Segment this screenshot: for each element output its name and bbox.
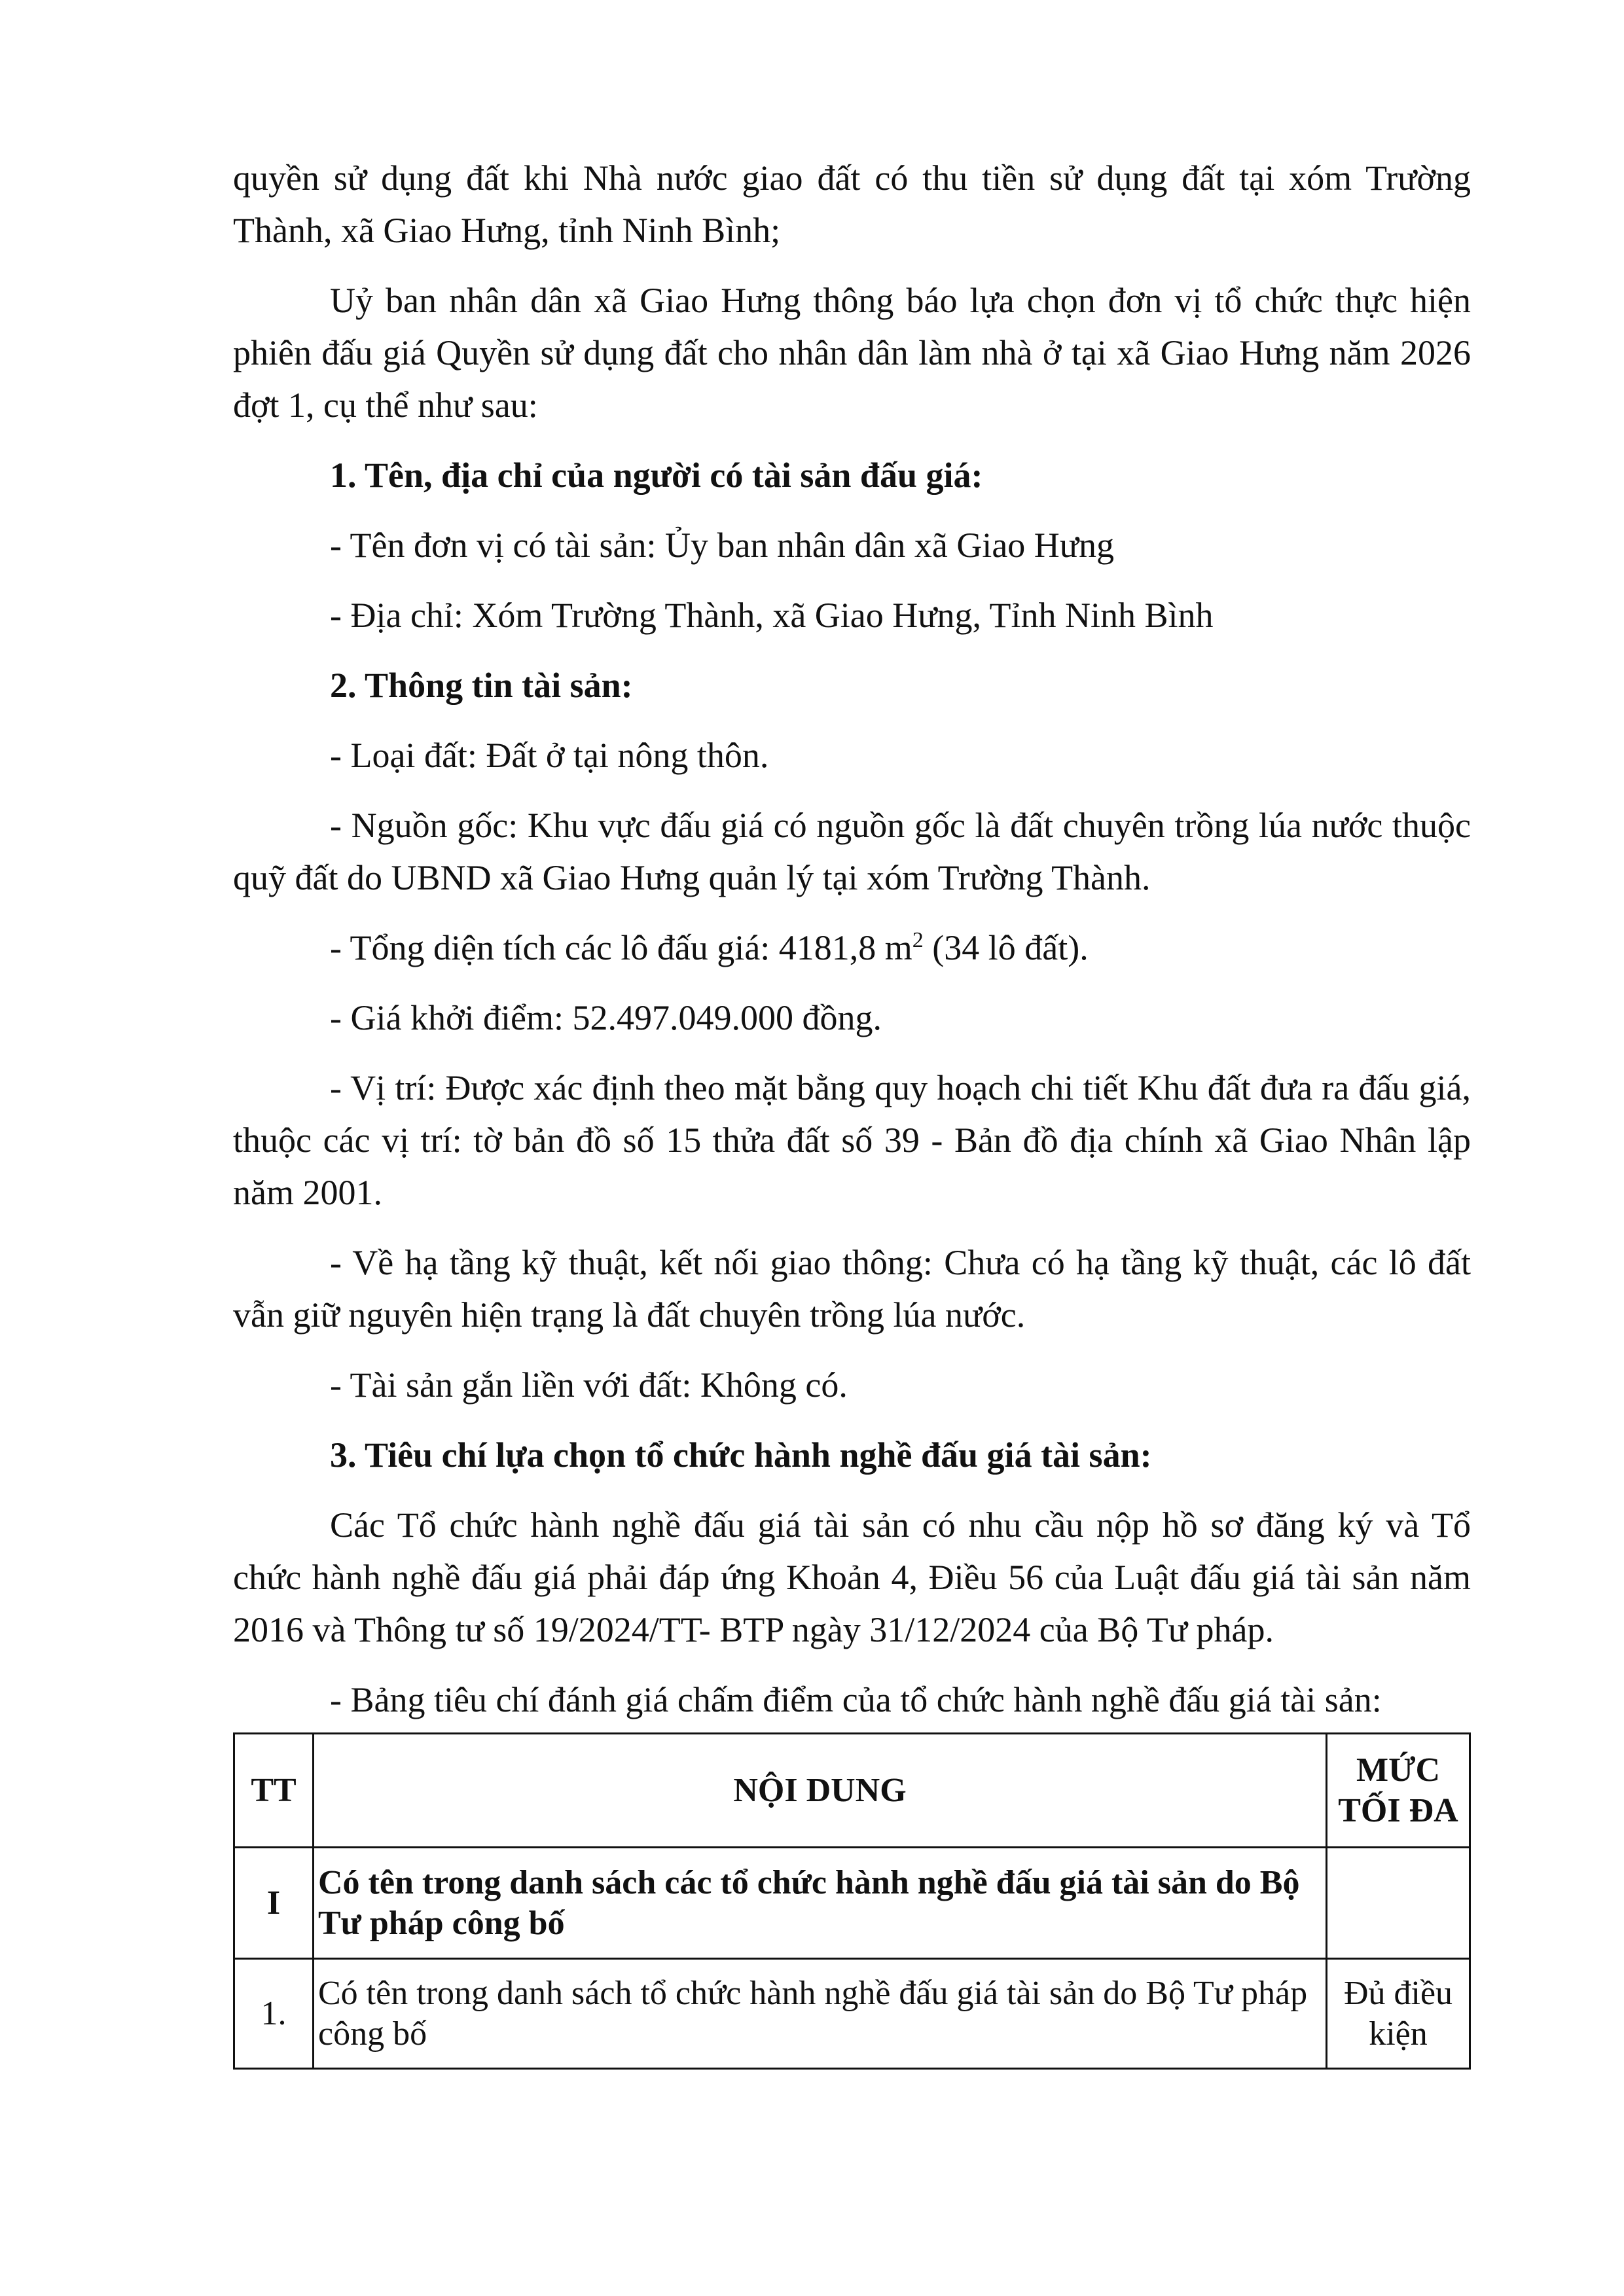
location: - Vị trí: Được xác định theo mặt bằng quy hoạch chi tiết Khu đất đưa ra đấu giá, thuộc các vị trí: tờ bản đồ số 15 thửa đất số 39 - Bản đồ địa chính xã Giao Nhân lập năm 2001. bbox=[233, 1068, 1471, 1212]
document-body bbox=[233, 152, 1471, 1744]
attached-assets: - Tài sản gắn liền với đất: Không có. bbox=[330, 1365, 848, 1405]
row-tt: 1. bbox=[234, 1959, 314, 2069]
row-content: Có tên trong danh sách các tổ chức hành nghề đấu giá tài sản do Bộ Tư pháp công bố bbox=[314, 1848, 1327, 1959]
table-row bbox=[234, 1959, 1470, 2069]
header-content: NỘI DUNG bbox=[314, 1734, 1327, 1848]
row-max: Đủ điều kiện bbox=[1327, 1959, 1470, 2069]
table-row bbox=[234, 1848, 1470, 1959]
table-intro: - Bảng tiêu chí đánh giá chấm điểm của tổ chức hành nghề đấu giá tài sản: bbox=[330, 1680, 1382, 1719]
starting-price: - Giá khởi điểm: 52.497.049.000 đồng. bbox=[330, 998, 882, 1037]
row-tt: I bbox=[234, 1848, 314, 1959]
land-origin: - Nguồn gốc: Khu vực đấu giá có nguồn gốc là đất chuyên trồng lúa nước thuộc quỹ đất do UBND xã Giao Hưng quản lý tại xóm Trường Thành. bbox=[233, 806, 1471, 897]
table-header-row bbox=[234, 1734, 1470, 1848]
owner-address: - Địa chỉ: Xóm Trường Thành, xã Giao Hưng, Tỉnh Ninh Bình bbox=[330, 596, 1214, 635]
header-max: MỨC TỐI ĐA bbox=[1327, 1734, 1470, 1848]
infrastructure: - Về hạ tầng kỹ thuật, kết nối giao thông: Chưa có hạ tầng kỹ thuật, các lô đất vẫn giữ nguyên hiện trạng là đất chuyên trồng lúa nước. bbox=[233, 1243, 1471, 1335]
section1-heading: 1. Tên, địa chỉ của người có tài sản đấu giá: bbox=[330, 456, 983, 495]
total-area bbox=[233, 922, 1471, 974]
row-max bbox=[1327, 1848, 1470, 1959]
land-type: - Loại đất: Đất ở tại nông thôn. bbox=[330, 736, 769, 775]
area-unit-superscript: 2 bbox=[912, 928, 924, 952]
intro-continuation: quyền sử dụng đất khi Nhà nước giao đất có thu tiền sử dụng đất tại xóm Trường Thành, xã Giao Hưng, tỉnh Ninh Bình; bbox=[233, 158, 1471, 250]
total-area-suffix: (34 lô đất). bbox=[923, 928, 1089, 967]
announcement-paragraph: Uỷ ban nhân dân xã Giao Hưng thông báo lựa chọn đơn vị tổ chức thực hiện phiên đấu giá Quyền sử dụng đất cho nhân dân làm nhà ở tại xã Giao Hưng năm 2026 đợt 1, cụ thể như sau: bbox=[233, 281, 1471, 425]
total-area-prefix: - Tổng diện tích các lô đấu giá: 4181,8 m bbox=[330, 928, 912, 967]
section3-heading: 3. Tiêu chí lựa chọn tổ chức hành nghề đấu giá tài sản: bbox=[330, 1435, 1152, 1475]
header-tt: TT bbox=[234, 1734, 314, 1848]
owner-name: - Tên đơn vị có tài sản: Ủy ban nhân dân xã Giao Hưng bbox=[330, 526, 1115, 565]
criteria-table bbox=[233, 1732, 1471, 2070]
requirements-paragraph: Các Tổ chức hành nghề đấu giá tài sản có nhu cầu nộp hồ sơ đăng ký và Tổ chức hành nghề đấu giá phải đáp ứng Khoản 4, Điều 56 của Luật đấu giá tài sản năm 2016 và Thông tư số 19/2024/TT- BTP ngày 31/12/2024 của Bộ Tư pháp. bbox=[233, 1505, 1471, 1649]
section2-heading: 2. Thông tin tài sản: bbox=[330, 666, 633, 705]
row-content: Có tên trong danh sách tổ chức hành nghề đấu giá tài sản do Bộ Tư pháp công bố bbox=[314, 1959, 1327, 2069]
